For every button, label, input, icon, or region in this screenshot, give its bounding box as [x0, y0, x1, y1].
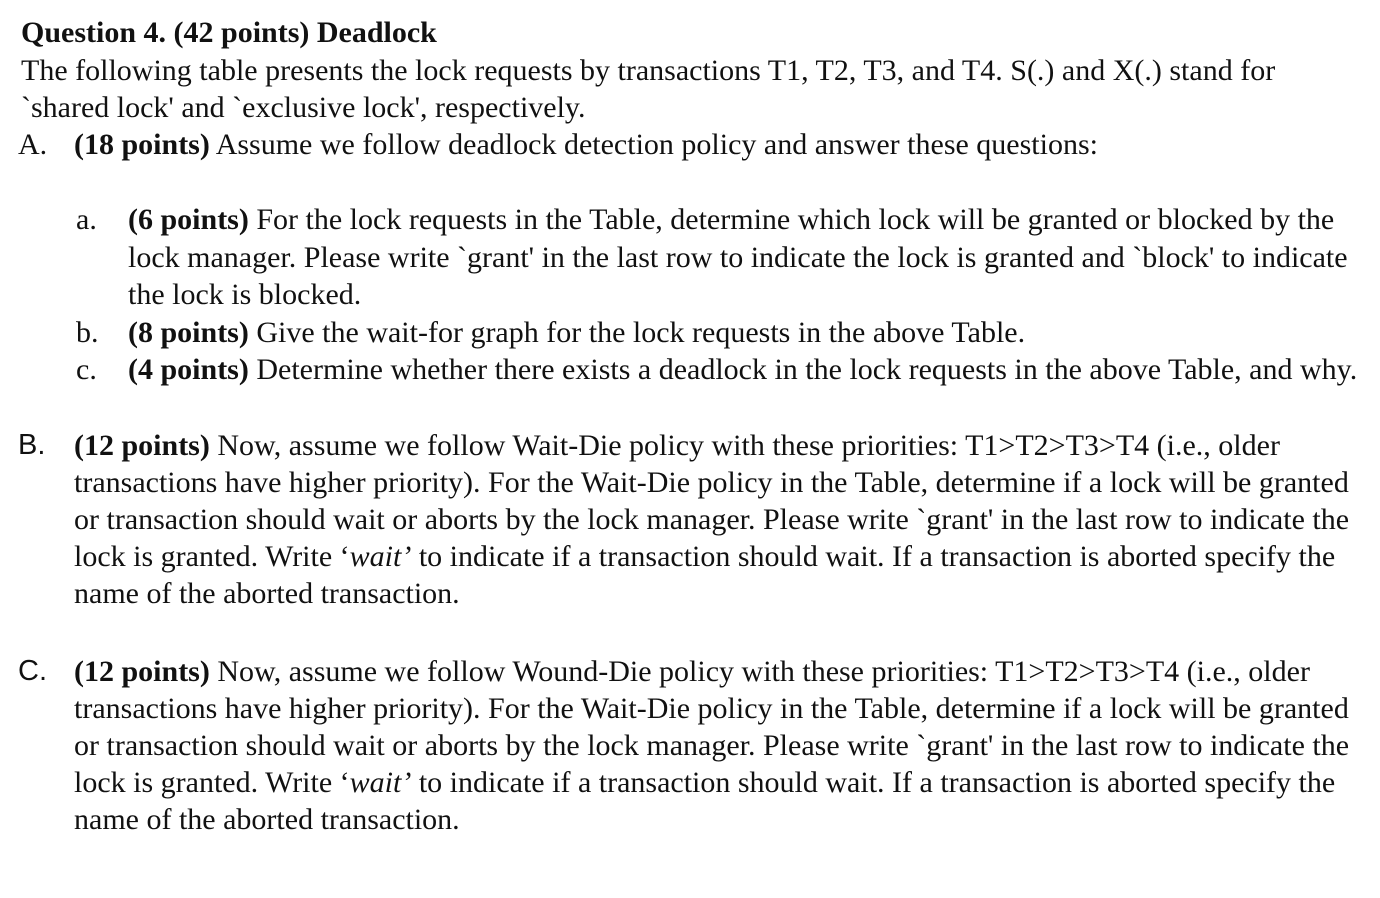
sub-item-a-letter: a.: [76, 203, 97, 236]
part-c-body-1: Now, assume we follow Wound-Die policy with these priorities: T1>T2>T3>T4 (i.e., older transactions have higher priority). For the Wait-Die policy in the Table, determine if a lock will be granted or transaction should wait or aborts by the lock manager. Please write `grant' in the last row to indicate the lock is granted. Write ‘: [74, 654, 1350, 799]
part-b-text: [74, 427, 1362, 612]
sub-item-c-points: (4 points): [128, 353, 249, 386]
question-intro: The following table presents the lock requests by transactions T1, T2, T3, and T4. S(.) and X(.) stand for `shared lock' and `exclusive lock', respectively.: [21, 54, 1276, 124]
sub-item-b-points: (8 points): [128, 315, 249, 349]
part-b-body-2: to indicate if a transaction should wait. If a transaction is aborted specify the name of the aborted transaction.: [74, 539, 1336, 610]
part-a-points: (18 points): [74, 128, 210, 161]
part-c-letter: C.: [18, 654, 47, 687]
part-c-wait-word: wait’: [349, 765, 412, 799]
part-b-body-1: Now, assume we follow Wait-Die policy with these priorities: T1>T2>T3>T4 (i.e., older transactions have higher priority). For the Wait-Die policy in the Table, determine if a lock will be granted or transaction should wait or aborts by the lock manager. Please write `grant' in the last row to indicate the lock is granted. Write ‘: [74, 428, 1350, 573]
sub-item-c-letter: c.: [76, 353, 97, 386]
sub-item-b-letter: b.: [76, 315, 99, 349]
sub-item-a-points: (6 points): [128, 203, 249, 236]
part-c-text: [74, 653, 1362, 838]
sub-item-c: [76, 351, 1362, 389]
question-title: Question 4. (42 points) Deadlock: [21, 16, 437, 49]
part-b-wait-word: wait’: [349, 539, 412, 573]
part-c-body-2: to indicate if a transaction should wait. If a transaction is aborted specify the name of the aborted transaction.: [74, 765, 1336, 836]
part-a-text: [74, 126, 1362, 163]
part-a-body: Assume we follow deadlock detection policy and answer these questions:: [209, 128, 1098, 161]
part-b: [18, 427, 1362, 612]
sub-item-c-body: Determine whether there exists a deadlock in the lock requests in the above Table, and why.: [248, 353, 1358, 386]
part-a-letter: A.: [18, 128, 48, 161]
sub-item-a-body: For the lock requests in the Table, determine which lock will be granted or blocked by the lock manager. Please write `grant' in the last row to indicate the lock is granted and `block' to indicate the lock is blocked.: [128, 203, 1348, 311]
sub-item-b-body: Give the wait-for graph for the lock requests in the above Table.: [248, 315, 1026, 349]
part-c: [18, 653, 1362, 838]
sub-item-b: [76, 314, 1362, 352]
sub-item-a: [76, 201, 1362, 314]
part-a: [18, 126, 1362, 163]
part-b-points: (12 points): [74, 428, 210, 462]
sub-item-a-text: [128, 201, 1362, 314]
part-c-points: (12 points): [74, 654, 210, 688]
part-b-letter: B.: [18, 428, 46, 461]
part-a-sublist: [76, 201, 1362, 389]
sub-item-c-text: [128, 351, 1362, 389]
sub-item-b-text: [128, 314, 1362, 352]
